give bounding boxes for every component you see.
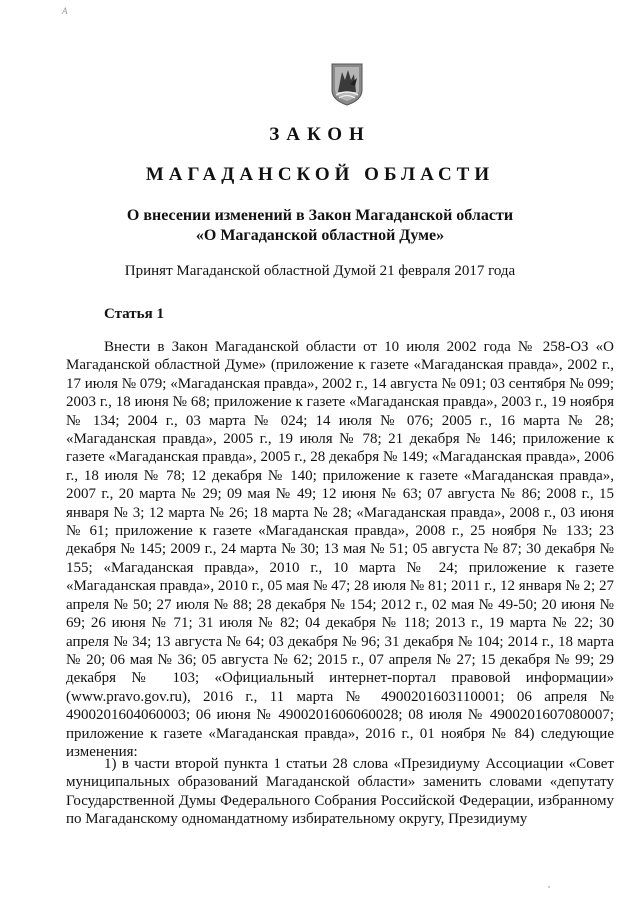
corner-scan-mark: A (62, 6, 68, 16)
adoption-line: Принят Магаданской областной Думой 21 февраля 2017 года (124, 263, 516, 279)
subject-line-2: «О Магаданской областной Думе» (195, 227, 445, 244)
document-title: ЗАКОН (269, 124, 371, 145)
coat-of-arms-icon (330, 62, 364, 106)
article-paragraph-2: 1) в части второй пункта 1 статьи 28 слова «Президиуму Ассоциации «Совет муниципальных образований Магаданской области» заменить словами «депутату Государственной Думы Федерального Собрания Российской Федерации, избранному по Магаданскому одномандатному избирательному округу, Президиуму (66, 756, 614, 828)
article-paragraph-1: Внести в Закон Магаданской области от 10 июля 2002 года № 258-ОЗ «О Магаданской областной Думе» (приложение к газете «Магаданская правда», 2002 г., 17 июля № 079; «Магаданская правда», 2002 г., 14 августа № 091; 03 сентября № 099; 2003 г., 18 июня № 68; приложение к газете «Магаданская правда», 2003 г., 19 ноября № 134; 2004 г., 03 марта № 024; 14 июля № 076; 2005 г., 16 марта № 28; «Магаданская правда», 2005 г., 19 июля № 78; 21 декабря № 146; приложение к газете «Магаданская правда», 2005 г., 28 декабря № 149; «Магаданская правда», 2006 г., 18 июля № 78; 12 декабря № 140; приложение к газете «Магаданская правда», 2007 г., 20 марта № 29; 09 мая № 49; 12 июня № 63; 07 августа № 86; 2008 г., 15 января № 3; 12 марта № 26; 18 марта № 28; «Магаданская правда», 2008 г., 03 июня № 61; приложение к газете «Магаданская правда», 2008 г., 25 ноября № 133; 23 декабря № 145; 2009 г., 24 марта № 30; 13 мая № 51; 05 августа № 87; 30 декабря № 155; «Магаданская правда», 2010 г., 10 марта № 24; приложение к газете «Магаданская правда», 2010 г., 05 мая № 47; 28 июля № 81; 2011 г., 12 января № 2; 27 апреля № 50; 27 июля № 88; 28 декабря № 154; 2012 г., 02 мая № 49-50; 20 июня № 69; 26 июня № 71; 31 июля № 82; 04 декабря № 118; 2013 г., 19 марта № 22; 30 апреля № 34; 13 августа № 64; 03 декабря № 96; 31 декабря № 104; 2014 г., 18 марта № 20; 06 мая № 36; 05 августа № 62; 2015 г., 07 апреля № 27; 15 декабря № 99; 29 декабря № 103; «Официальный интернет-портал правовой информации» (www.pravo.gov.ru), 2016 г., 11 марта № 4900201603110001; 06 апреля № 4900201604060003; 06 июня № 4900201606060028; 08 июля № 4900201607080007; приложение к газете «Магаданская правда», 2016 г., 01 ноября № 84) следующие изменения: (66, 339, 614, 760)
document-subject (0, 206, 640, 246)
article-heading: Статья 1 (104, 306, 164, 322)
scan-speck (548, 886, 550, 888)
document-region: МАГАДАНСКОЙ ОБЛАСТИ (145, 164, 495, 185)
subject-line-1: О внесении изменений в Закон Магаданской области (126, 207, 514, 224)
